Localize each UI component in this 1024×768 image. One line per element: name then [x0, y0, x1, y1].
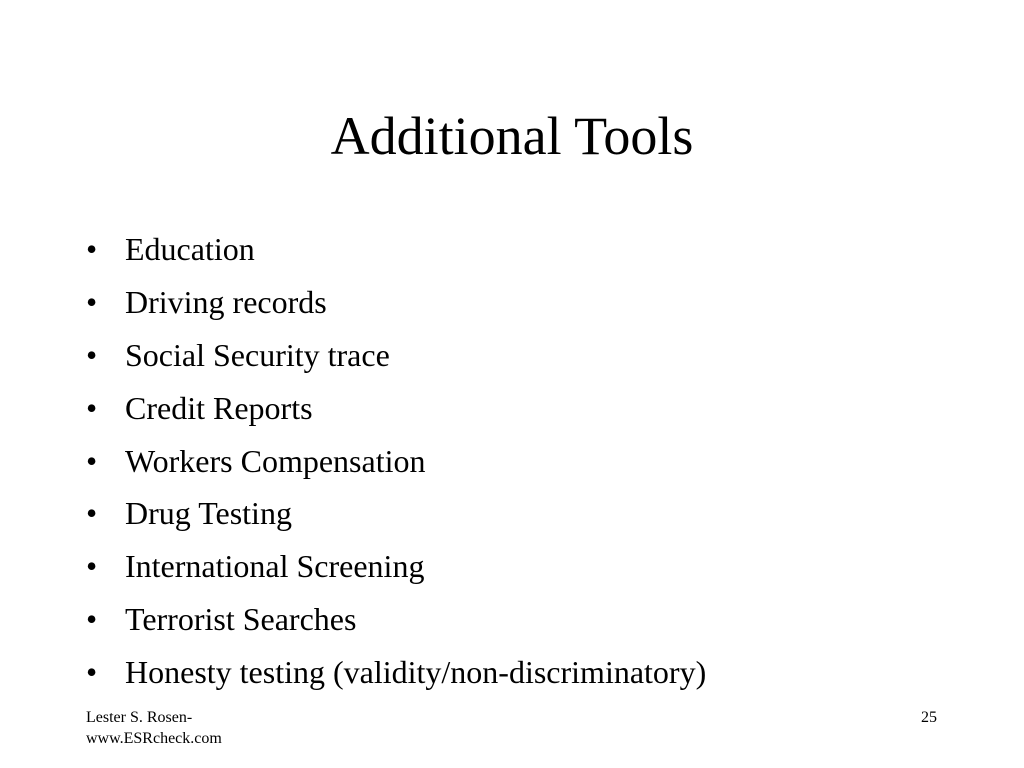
bullet-icon: • — [86, 601, 98, 638]
bullet-text: Terrorist Searches — [125, 601, 357, 638]
page-number: 25 — [921, 709, 937, 726]
slide-title: Additional Tools — [330, 106, 694, 166]
bullet-icon: • — [86, 548, 98, 585]
bullet-item — [86, 593, 706, 646]
bullet-item — [86, 540, 706, 593]
bullet-item — [86, 382, 706, 435]
bullet-item — [86, 435, 706, 488]
bullet-item — [86, 487, 706, 540]
bullet-item — [86, 276, 706, 329]
footer-author — [86, 707, 306, 749]
footer-author-name: Lester S. Rosen- — [86, 709, 193, 726]
bullet-icon: • — [86, 654, 98, 691]
bullet-item — [86, 223, 706, 276]
bullet-text: Honesty testing (validity/non-discriminatory) — [125, 654, 707, 691]
bullet-icon: • — [86, 495, 98, 532]
bullet-list — [86, 223, 706, 699]
bullet-item — [86, 646, 706, 699]
footer-author-website: www.ESRcheck.com — [86, 730, 222, 747]
bullet-icon: • — [86, 336, 98, 373]
bullet-text: Credit Reports — [125, 389, 313, 426]
bullet-text: Workers Compensation — [125, 442, 426, 479]
bullet-text: Social Security trace — [125, 336, 390, 373]
bullet-icon: • — [86, 283, 98, 320]
bullet-icon: • — [86, 389, 98, 426]
bullet-text: Education — [125, 231, 255, 267]
bullet-text: Driving records — [125, 283, 327, 320]
bullet-icon: • — [86, 231, 98, 267]
bullet-text: Drug Testing — [125, 495, 292, 532]
bullet-item — [86, 329, 706, 382]
bullet-text: International Screening — [125, 548, 425, 585]
bullet-icon: • — [86, 442, 98, 479]
